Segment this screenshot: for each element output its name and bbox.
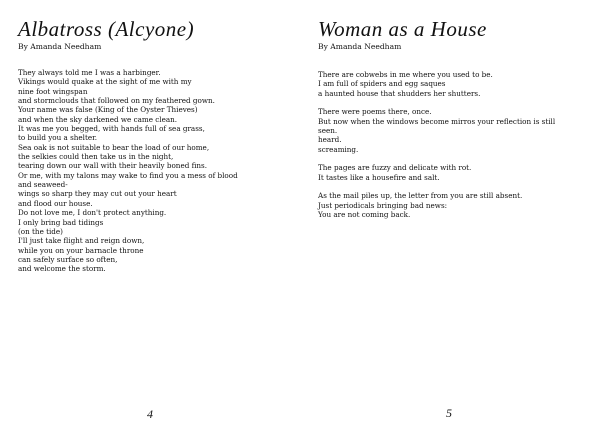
poem-line: Vikings would quake at the sight of me with my bbox=[18, 77, 192, 87]
poem-line: I only bring bad tidings bbox=[18, 217, 104, 227]
poem-line: a haunted house that shudders her shutters. bbox=[318, 88, 481, 98]
right-page bbox=[300, 0, 600, 424]
poem-line: I am full of spiders and egg saques bbox=[318, 79, 446, 89]
stanza-break bbox=[318, 182, 588, 191]
poem-line: to build you a shelter. bbox=[18, 133, 98, 143]
poem-line: can safely surface so often, bbox=[18, 254, 118, 264]
page-number: 5 bbox=[446, 406, 452, 420]
poem-title: Albatross (Alcyone) bbox=[18, 17, 195, 41]
poem-line: Just periodicals bringing bad news: bbox=[318, 200, 448, 210]
poem-line: But now when the windows become mirros your reflection is still bbox=[318, 116, 556, 126]
poem-line: I'll just take flight and reign down, bbox=[18, 236, 145, 246]
page-number: 4 bbox=[147, 407, 153, 421]
poem-body bbox=[318, 70, 588, 220]
poem-body bbox=[18, 68, 288, 274]
author-byline: By Amanda Needham bbox=[18, 42, 102, 51]
poem-line: They always told me I was a harbinger. bbox=[18, 68, 161, 77]
poem-line: wings so sharp they may cut out your heart bbox=[18, 189, 177, 199]
poem-title: Woman as a House bbox=[318, 17, 487, 41]
poem-line: As the mail piles up, the letter from you are still absent. bbox=[318, 191, 523, 201]
poem-line: and welcome the storm. bbox=[18, 264, 106, 274]
poem-line: Or me, with my talons may wake to find you a mess of blood bbox=[18, 170, 238, 180]
poem-line: Sea oak is not suitable to bear the load of our home, bbox=[18, 142, 210, 152]
poem-line: Do not love me, I don't protect anything. bbox=[18, 208, 167, 218]
poem-line: and stormclouds that followed on my feathered gown. bbox=[18, 96, 215, 106]
poem-line: and flood our house. bbox=[18, 198, 93, 208]
poem-line: and when the sky darkened we came clean. bbox=[18, 114, 178, 124]
poem-line: nine foot wingspan bbox=[18, 86, 88, 96]
poem-line: tearing down our wall with their heavily boned fins. bbox=[18, 161, 207, 171]
poem-line: Your name was false (King of the Oyster Thieves) bbox=[18, 105, 198, 115]
poem-line: the selkies could then take us in the night, bbox=[18, 152, 174, 162]
stanza-break bbox=[318, 98, 588, 107]
poem-line: It was me you begged, with hands full of sea grass, bbox=[18, 124, 205, 134]
poem-line: It tastes like a housefire and salt. bbox=[318, 172, 440, 182]
poem-line: There were poems there, once. bbox=[318, 107, 432, 117]
poem-line: screaming. bbox=[318, 144, 359, 154]
poem-line: and seaweed- bbox=[18, 180, 68, 190]
poem-line: heard. bbox=[318, 135, 342, 145]
stanza-break bbox=[318, 154, 588, 163]
poem-line: The pages are fuzzy and delicate with rot. bbox=[318, 163, 472, 173]
author-byline: By Amanda Needham bbox=[318, 42, 402, 51]
poem-line: There are cobwebs in me where you used to be. bbox=[318, 70, 493, 79]
poem-line: seen. bbox=[318, 126, 338, 136]
poem-line: You are not coming back. bbox=[318, 210, 411, 220]
poem-line: while you on your barnacle throne bbox=[18, 245, 144, 255]
poem-line: (on the tide) bbox=[18, 226, 63, 236]
